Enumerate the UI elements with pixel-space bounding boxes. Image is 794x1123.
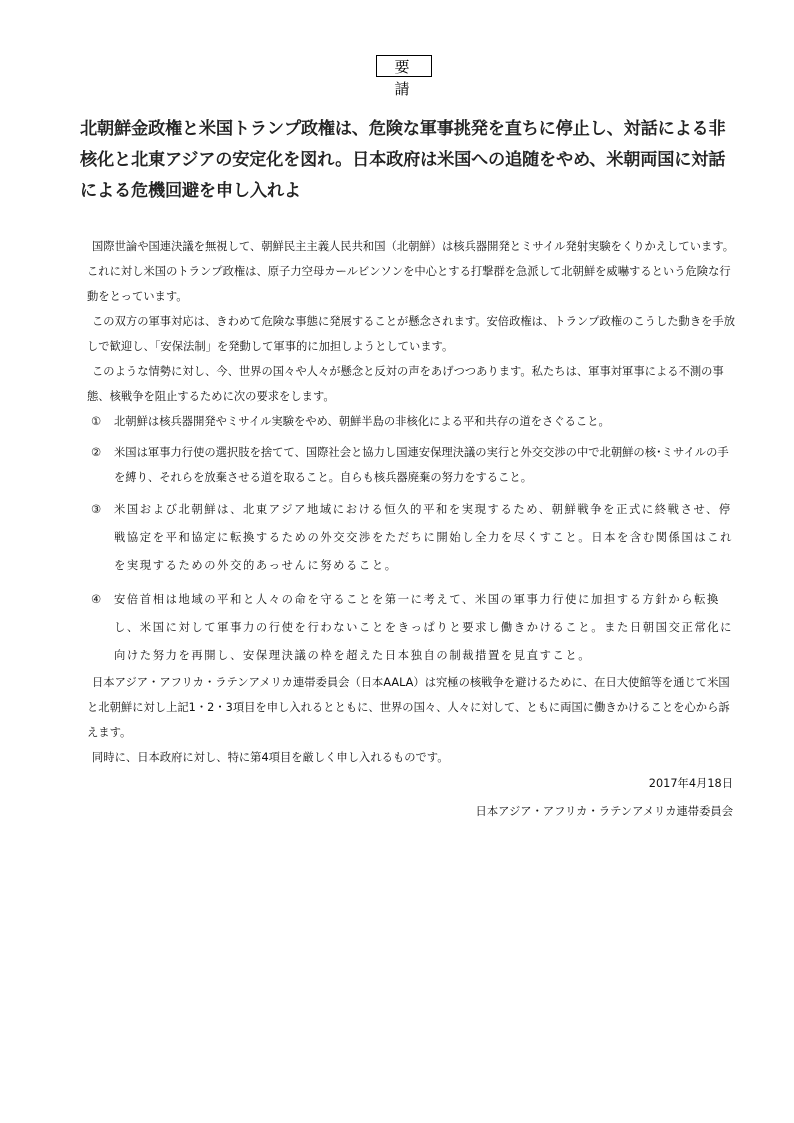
- demand-number: ③: [91, 503, 102, 516]
- demand-item-3: [87, 496, 737, 580]
- demand-item-2: [87, 440, 737, 490]
- signature: 日本アジア・アフリカ・ラテンアメリカ連帯委員会: [475, 805, 733, 818]
- demand-number: ②: [91, 446, 102, 459]
- closing-paragraph-1: 日本アジア・アフリカ・ラテンアメリカ連帯委員会（日本AALA）は究極の核戦争を避けるために、在日大使館等を通じて米国と北朝鮮に対し上記1・2・3項目を申し入れるとともに、世界の国々、人々に対して、ともに両国に働きかけることを心から訴えます。: [87, 676, 730, 739]
- document-title: 北朝鮮金政権と米国トランプ政権は、危険な軍事挑発を直ちに停止し、対話による非核化と北東アジアの安定化を図れ。日本政府は米国への追随をやめ、米朝両国に対話による危機回避を申し入れよ: [80, 119, 726, 201]
- document-body: [87, 234, 737, 826]
- demand-number: ④: [91, 593, 102, 606]
- demand-text: 北朝鮮は核兵器開発やミサイル実験をやめ、朝鮮半島の非核化による平和共存の道をさぐること。: [114, 415, 610, 428]
- demand-text: 安倍首相は地域の平和と人々の命を守ることを第一に考えて、米国の軍事力行使に加担する方針から転換し、米国に対して軍事力の行使を行わないことをきっぱりと要求し働きかけること。また日朝国交正常化に向けた努力を再開し、安保理決議の枠を超えた日本独自の制裁措置を見直すこと。: [114, 593, 734, 662]
- demand-item-4: [87, 586, 737, 670]
- demand-text: 米国および北朝鮮は、北東アジア地域における恒久的平和を実現するため、朝鮮戦争を正式に終戦させ、停戦協定を平和協定に転換するための外交交渉をただちに開始し全力を尽くすこと。日本を含む関係国はこれを実現するための外交的あっせんに努めること。: [114, 503, 734, 572]
- paragraph-2: この双方の軍事対応は、きわめて危険な事態に発展することが懸念されます。安倍政権は、トランプ政権のこうした動きを手放しで歓迎し、「安保法制」を発動して軍事的に加担しようとしています。: [87, 315, 736, 353]
- closing-paragraph-2: 同時に、日本政府に対し、特に第4項目を厳しく申し入れるものです。: [92, 751, 449, 764]
- document-date: 2017年4月18日: [648, 777, 733, 790]
- demand-item-1: [87, 409, 737, 434]
- paragraph-3: このような情勢に対し、今、世界の国々や人々が懸念と反対の声をあげつつあります。私たちは、軍事対軍事による不測の事態、核戦争を阻止するために次の要求をします。: [87, 365, 724, 403]
- demand-text: 米国は軍事力行使の選択肢を捨てて、国際社会と協力し国連安保理決議の実行と外交交渉の中で北朝鮮の核･ミサイルの手を縛り、それらを放棄させる道を取ること。自らも核兵器廃棄の努力をすること。: [114, 446, 729, 484]
- paragraph-1: 国際世論や国連決議を無視して、朝鮮民主主義人民共和国（北朝鮮）は核兵器開発とミサイル発射実験をくりかえしています。これに対し米国のトランプ政権は、原子力空母カールビンソンを中心とする打撃群を急派して北朝鮮を威嚇するという危険な行動をとっています。: [87, 240, 735, 303]
- document-heading: 要 請: [376, 55, 432, 77]
- demand-number: ①: [91, 415, 102, 428]
